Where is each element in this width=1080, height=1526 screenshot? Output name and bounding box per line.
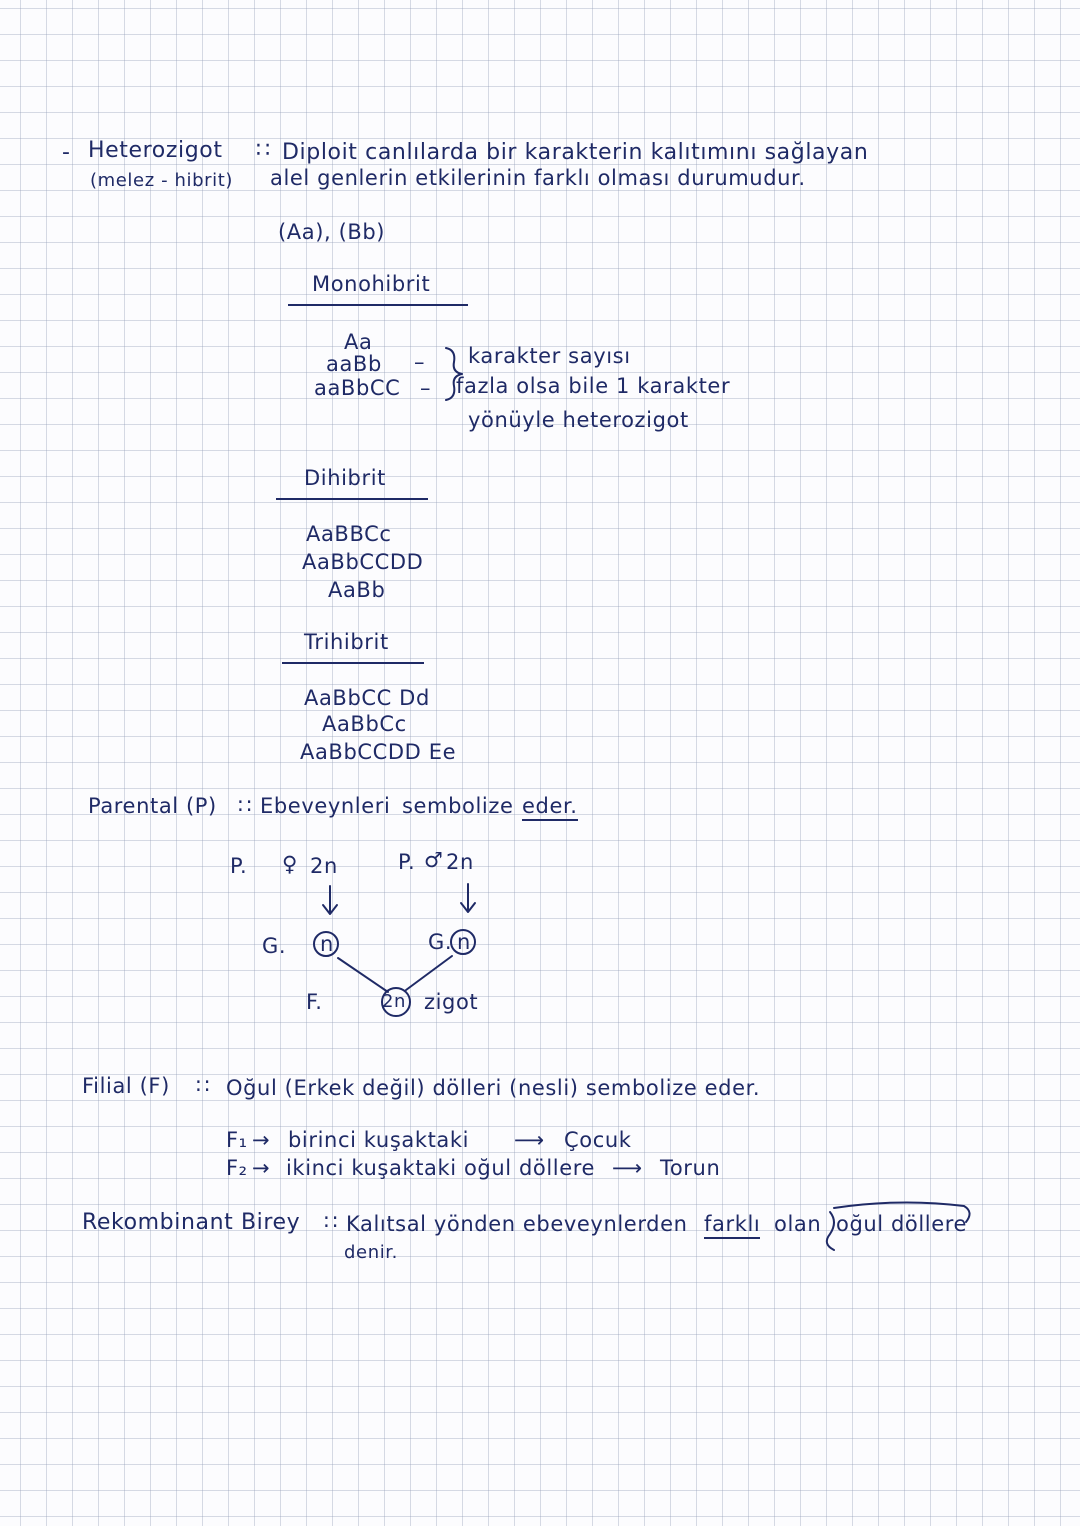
- monohibrit-title: Monohibrit: [312, 272, 431, 296]
- dihibrit-item: AaBb: [328, 578, 386, 602]
- f2-result: Torun: [660, 1156, 721, 1180]
- rekombinant-definition-part-4: oğul döllere: [836, 1212, 968, 1236]
- f1-result: Çocuk: [564, 1128, 632, 1152]
- trihibrit-item: AaBbCc: [322, 712, 407, 736]
- dihibrit-item: AaBbCCDD: [302, 550, 424, 574]
- arrow-down-head: [323, 905, 337, 914]
- arrow-down-head: [461, 903, 475, 912]
- parental-definition-part-2: sembolize: [402, 794, 514, 818]
- heterozigot-definition-line-2: alel genlerin etkilerinin farklı olması durumudur.: [270, 166, 806, 190]
- dash: –: [414, 350, 426, 374]
- heterozigot-alias: (melez - hibrit): [90, 170, 234, 191]
- rekombinant-definition-part-2: farklı: [704, 1214, 760, 1239]
- bracket-mark: [827, 1212, 834, 1250]
- heterozigot-definition-line-1: Diploit canlılarda bir karakterin kalıtımını sağlayan: [282, 140, 869, 165]
- parental-definition-part-1: Ebeveynleri: [260, 794, 391, 818]
- diagram-p-left: P.: [230, 854, 248, 878]
- arrow-right-icon: →: [252, 1128, 271, 1152]
- diagram-zygote-label: zigot: [424, 990, 479, 1014]
- f2-label: F₂: [226, 1156, 248, 1180]
- dihibrit-item: AaBBCc: [306, 522, 392, 546]
- rekombinant-definition-part-1: Kalıtsal yönden ebeveynlerden: [346, 1212, 688, 1236]
- diagram-g-left: G.: [262, 934, 287, 958]
- f1-text: birinci kuşaktaki: [288, 1128, 470, 1152]
- monohibrit-note-line-3: yönüyle heterozigot: [468, 408, 689, 432]
- rekombinant-definition-line-2: denir.: [344, 1242, 398, 1263]
- filial-term: Filial (F): [82, 1074, 170, 1098]
- diagram-g-right: G.: [428, 930, 453, 954]
- male-symbol-icon: ♂: [424, 848, 444, 872]
- arrow-right-icon: →: [252, 1156, 271, 1180]
- diagram-p-right: P.: [398, 850, 416, 874]
- heterozigot-example: (Aa), (Bb): [278, 220, 386, 244]
- arrow-right-icon: ⟶: [514, 1128, 545, 1152]
- diagram-gamete-right: n: [457, 930, 471, 954]
- rekombinant-definition-part-3: olan: [774, 1212, 822, 1236]
- parental-definition-part-3: eder.: [522, 796, 578, 821]
- heterozigot-term: Heterozigot: [88, 138, 223, 163]
- trihibrit-item: AaBbCCDD Ee: [300, 740, 457, 764]
- female-symbol-icon: ♀: [282, 852, 298, 876]
- fertilization-line: [406, 956, 452, 990]
- dihibrit-underline: [276, 498, 428, 500]
- parental-term: Parental (P): [88, 794, 217, 818]
- trihibrit-item: AaBbCC Dd: [304, 686, 430, 710]
- trihibrit-title: Trihibrit: [304, 630, 389, 654]
- diagram-female-chromosome: 2n: [310, 854, 338, 878]
- filial-definition: Oğul (Erkek değil) dölleri (nesli) sembolize eder.: [226, 1076, 761, 1100]
- f2-text: ikinci kuşaktaki oğul döllere: [286, 1156, 596, 1180]
- diagram-f-label: F.: [306, 990, 323, 1014]
- rekombinant-term: Rekombinant Birey: [82, 1210, 301, 1235]
- bullet-dash: -: [62, 140, 71, 165]
- heterozigot-separator: ∷: [256, 138, 271, 163]
- monohibrit-underline: [288, 304, 468, 306]
- monohibrit-note-line-1: karakter sayısı: [468, 344, 631, 368]
- rekombinant-separator: ∷: [324, 1210, 338, 1234]
- monohibrit-note-line-2: fazla olsa bile 1 karakter: [456, 374, 731, 398]
- dash: –: [420, 376, 432, 400]
- fertilization-line: [338, 958, 388, 992]
- arrow-right-icon: ⟶: [612, 1156, 643, 1180]
- dihibrit-title: Dihibrit: [304, 466, 386, 490]
- diagram-gamete-left: n: [320, 932, 334, 956]
- monohibrit-item: Aa: [344, 330, 373, 354]
- monohibrit-item: aaBbCC: [314, 376, 401, 400]
- trihibrit-underline: [282, 662, 424, 664]
- parental-separator: ∷: [238, 794, 252, 818]
- monohibrit-item: aaBb: [326, 352, 382, 376]
- diagram-zygote-chromosome: 2n: [382, 991, 407, 1012]
- f1-label: F₁: [226, 1128, 248, 1152]
- diagram-male-chromosome: 2n: [446, 850, 474, 874]
- filial-separator: ∷: [196, 1074, 210, 1098]
